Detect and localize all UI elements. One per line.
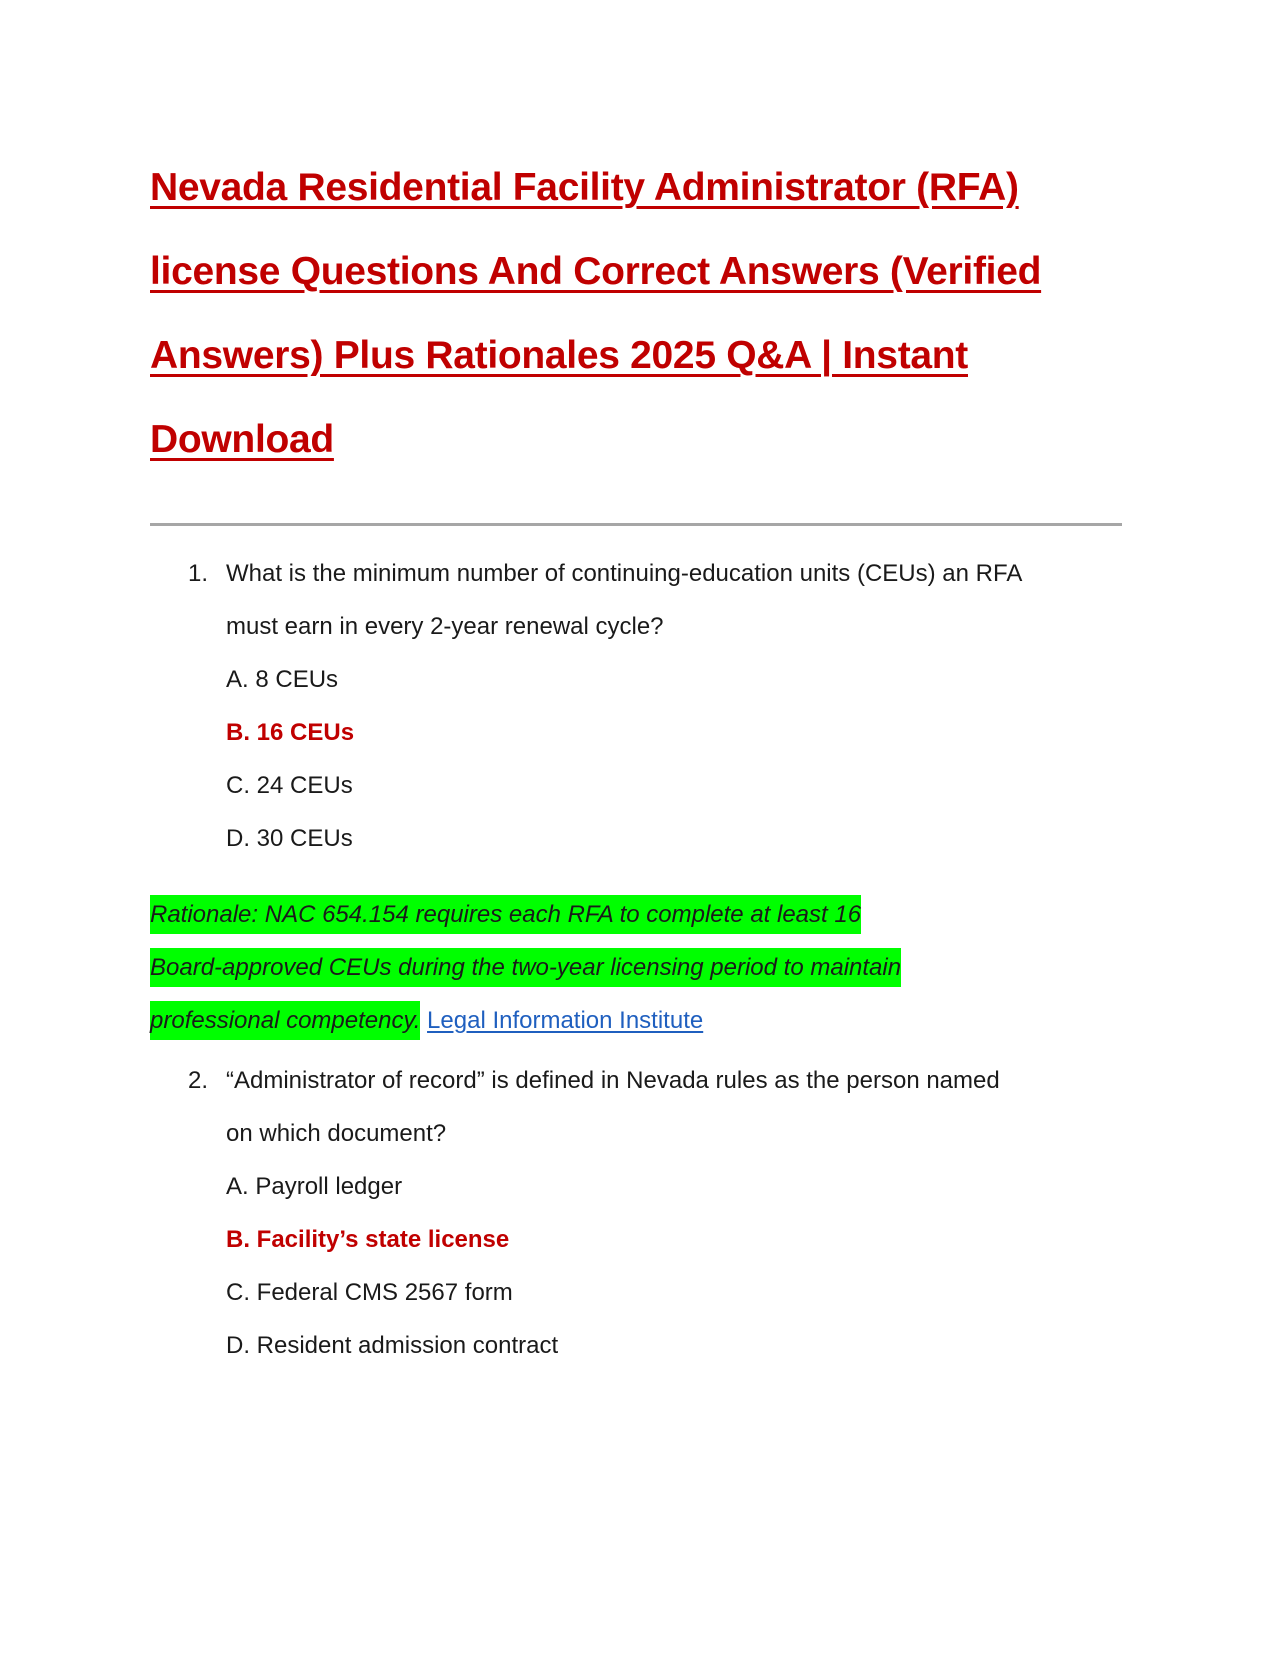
- answer-option-b-correct: B. Facility’s state license: [226, 1226, 510, 1253]
- question-text-line: [150, 1054, 1140, 1107]
- answer-option-c: C. Federal CMS 2567 form: [226, 1279, 513, 1306]
- title-line: Answers) Plus Rationales 2025 Q&A | Instant: [150, 334, 968, 377]
- title-line: Download: [150, 418, 334, 461]
- rationale-text: Board-approved CEUs during the two-year licensing period to maintain: [150, 948, 901, 987]
- answer-option-d: D. Resident admission contract: [226, 1332, 559, 1359]
- answer-option-a: A. 8 CEUs: [226, 666, 339, 693]
- answer-option-b-correct: B. 16 CEUs: [226, 719, 355, 746]
- question-text-line: [150, 1107, 1140, 1160]
- question-text: on which document?: [226, 1120, 447, 1147]
- source-link[interactable]: Legal Information Institute: [427, 1007, 704, 1034]
- question-text: “Administrator of record” is defined in Nevada rules as the person named: [226, 1067, 1000, 1094]
- rationale-block: [150, 888, 1150, 1047]
- document-title: [150, 146, 1140, 482]
- answer-option-a: A. Payroll ledger: [226, 1173, 403, 1200]
- question-2: [150, 1054, 1140, 1372]
- question-text: What is the minimum number of continuing-education units (CEUs) an RFA: [226, 560, 1023, 587]
- rationale-text: Rationale: NAC 654.154 requires each RFA to complete at least 16: [150, 895, 861, 934]
- question-1: [150, 547, 1140, 865]
- question-text-line: [150, 600, 1140, 653]
- horizontal-divider: [150, 523, 1122, 526]
- question-number: 1.: [188, 560, 209, 587]
- answer-option-d: D. 30 CEUs: [226, 825, 353, 852]
- question-text-line: [150, 547, 1140, 600]
- answer-option-c: C. 24 CEUs: [226, 772, 353, 799]
- rationale-text: professional competency.: [150, 1001, 420, 1040]
- question-text: must earn in every 2-year renewal cycle?: [226, 613, 664, 640]
- title-line: Nevada Residential Facility Administrator (RFA): [150, 166, 1019, 209]
- title-line: license Questions And Correct Answers (Verified: [150, 250, 1042, 293]
- question-number: 2.: [188, 1067, 209, 1094]
